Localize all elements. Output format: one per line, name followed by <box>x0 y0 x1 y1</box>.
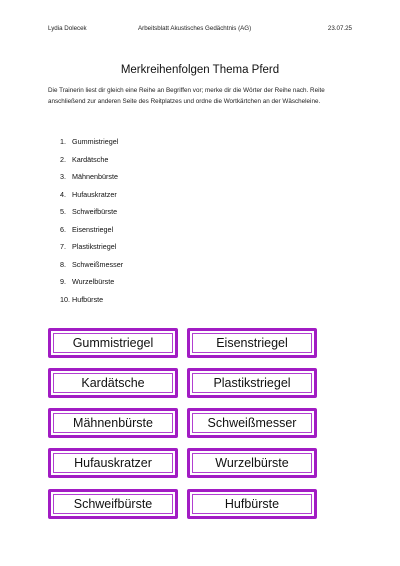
list-item <box>60 225 123 243</box>
list-item-number: 7. <box>60 242 66 251</box>
list-item <box>60 242 123 260</box>
list-item-number: 6. <box>60 224 66 234</box>
word-card <box>187 368 317 398</box>
header-author: Lydia Dolecek <box>48 25 87 32</box>
list-item-label: Plastikstriegel <box>72 242 117 251</box>
word-card-label: Hufauskratzer <box>74 456 152 470</box>
list-item <box>60 190 123 208</box>
header-date: 23.07.25 <box>327 25 352 32</box>
list-item-number: 8. <box>60 259 66 269</box>
list-item-label: Hufbürste <box>72 294 104 304</box>
word-card-label: Gummistriegel <box>72 336 154 350</box>
word-card <box>187 328 317 358</box>
word-card <box>48 489 178 519</box>
list-item <box>60 207 123 225</box>
list-item-number: 2. <box>60 154 66 164</box>
word-card <box>48 328 178 358</box>
word-card <box>187 448 317 478</box>
word-card-label: Mähnenbürste <box>73 416 153 430</box>
word-card <box>187 408 317 438</box>
list-item-number: 1. <box>60 137 66 146</box>
word-card-label: Hufbürste <box>224 497 280 511</box>
list-item-number: 5. <box>60 207 66 216</box>
list-item-number: 4. <box>60 189 66 199</box>
word-card-label: Plastikstriegel <box>213 376 291 390</box>
list-item <box>60 277 123 295</box>
list-item-label: Schweißmesser <box>72 259 124 269</box>
list-item-label: Kardätsche <box>72 154 109 164</box>
list-item <box>60 260 123 278</box>
list-item-label: Mähnenbürste <box>72 172 118 181</box>
word-card <box>187 489 317 519</box>
instructions-text: Die Trainerin liest dir gleich eine Reihe an Begriffen vor; merke dir die Wörter der Reihe nach. Reite anschließend zur anderen Seite des Reitplatzes und ordne die Wortkärtchen an der Wäscheleine. <box>48 87 325 105</box>
list-item <box>60 137 123 155</box>
word-card <box>48 408 178 438</box>
word-card-label: Schweifbürste <box>73 497 153 511</box>
list-item-label: Wurzelbürste <box>72 277 115 286</box>
list-item <box>60 295 123 313</box>
word-card-label: Wurzelbürste <box>215 456 289 470</box>
word-card <box>48 368 178 398</box>
word-card-label: Kardätsche <box>81 376 145 390</box>
page-title: Merkreihenfolgen Thema Pferd <box>120 64 280 76</box>
list-item-number: 10. <box>60 294 70 304</box>
list-item-label: Schweifbürste <box>72 207 118 216</box>
list-item-label: Hufauskratzer <box>72 189 117 199</box>
list-item-label: Gummistriegel <box>72 137 119 146</box>
list-item <box>60 155 123 173</box>
header-subject: Arbeitsblatt Akustisches Gedächtnis (AG) <box>138 25 252 32</box>
list-item-label: Eisenstriegel <box>72 224 114 234</box>
word-card-label: Eisenstriegel <box>216 336 288 350</box>
word-card-label: Schweißmesser <box>207 416 297 430</box>
list-item <box>60 172 123 190</box>
list-item-number: 9. <box>60 277 66 286</box>
word-card <box>48 448 178 478</box>
word-list <box>60 137 123 312</box>
list-item-number: 3. <box>60 172 66 181</box>
